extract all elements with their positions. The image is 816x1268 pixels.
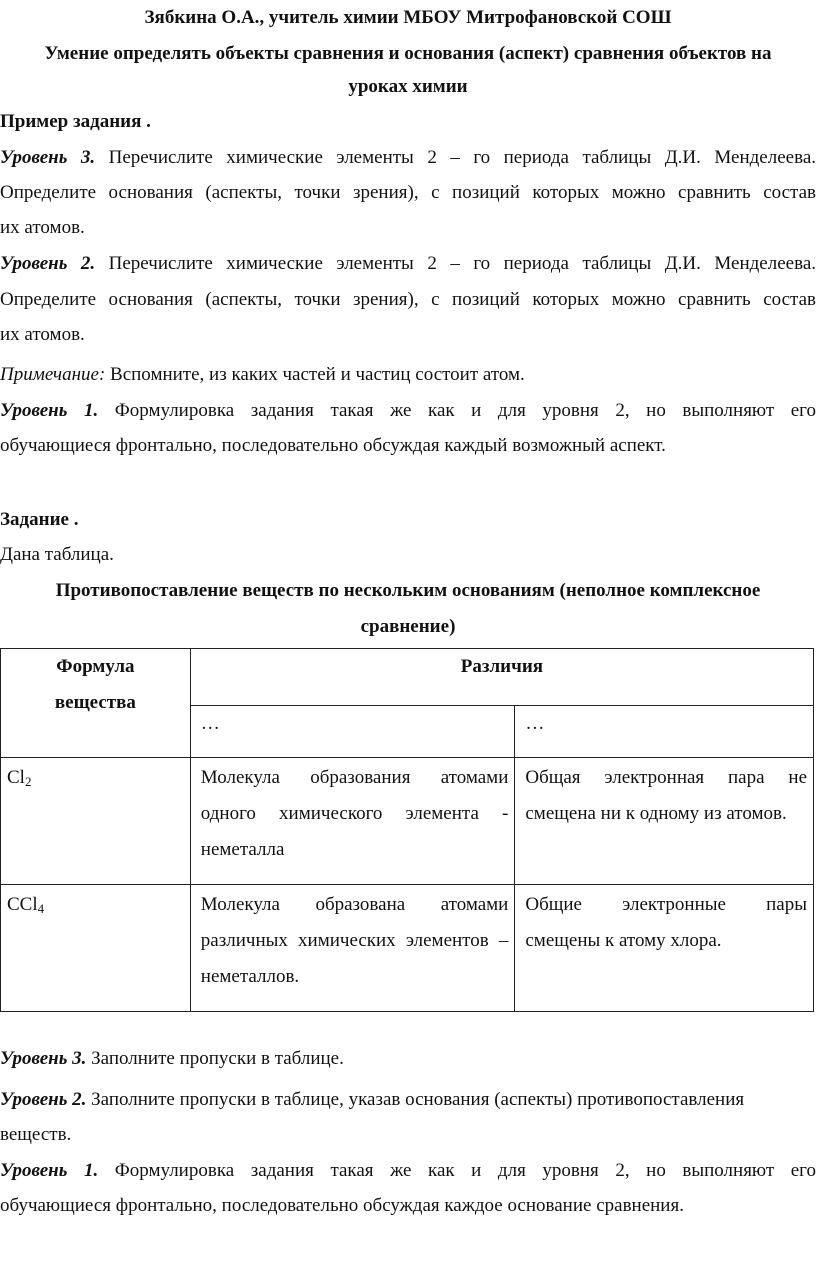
assignment-level2-line1 <box>0 1082 816 1118</box>
formula-subscript: 2 <box>24 774 32 789</box>
note-label: Примечание: <box>0 364 106 385</box>
assignment-level3-text: Заполните пропуски в таблице. <box>86 1048 344 1069</box>
difference-cell-1: Молекула образования атомами одного химического элемента - неметалла <box>190 758 515 885</box>
difference-cell-2: Общие электронные пары смещены к атому хлора. <box>515 885 814 1012</box>
example-level1-text: Формулировка задания такая же как и для уровня 2, но выполняют его <box>98 400 816 421</box>
level-label: Уровень 3. <box>0 1048 87 1069</box>
example-level3-line3: их атомов. <box>0 217 85 238</box>
task-heading: Задание . <box>0 509 79 530</box>
example-level1-line2: обучающиеся фронтально, последовательно обсуждая каждый возможный аспект. <box>0 435 666 456</box>
formula-header-line1: Формула <box>56 656 135 677</box>
level-label: Уровень 2. <box>0 253 96 274</box>
difference-cell-1: Молекула образована атомами различных химических элементов – неметаллов. <box>190 885 515 1012</box>
example-level3-line1 <box>0 140 816 176</box>
formula-subscript: 4 <box>37 901 45 916</box>
table-row <box>1 758 814 885</box>
sub-header-2: … <box>515 706 814 758</box>
assignment-level1-line2: обучающиеся фронтально, последовательно обсуждая каждое основание сравнения. <box>0 1195 684 1216</box>
assignment-level1-line1 <box>0 1153 816 1189</box>
table-row <box>1 885 814 1012</box>
formula-base: CCl <box>7 894 38 915</box>
author-line: Зябкина О.А., учитель химии МБОУ Митрофановской СОШ <box>144 7 672 28</box>
example-heading: Пример задания . <box>0 111 151 132</box>
example-level2-text: Перечислите химические элементы 2 – го периода таблицы Д.И. Менделеева. <box>95 253 816 274</box>
example-level1-line1 <box>0 393 816 429</box>
level-label: Уровень 3. <box>0 147 96 168</box>
example-level3-text: Перечислите химические элементы 2 – го периода таблицы Д.И. Менделеева. <box>95 147 816 168</box>
level-label: Уровень 2. <box>0 1089 87 1110</box>
note-text: Вспомните, из каких частей и частиц состоит атом. <box>105 364 525 385</box>
example-level2-line2: Определите основания (аспекты, точки зрения), с позиций которых можно сравнить состав <box>0 289 816 310</box>
comparison-table <box>0 648 814 1012</box>
title-line-2: уроках химии <box>348 76 468 97</box>
table-title-line2: сравнение) <box>360 616 456 637</box>
formula-header <box>1 649 191 758</box>
difference-cell-2: Общая электронная пара не смещена ни к одному из атомов. <box>515 758 814 885</box>
assignment-level2-text: Заполните пропуски в таблице, указав основания (аспекты) противопоставления <box>86 1089 745 1110</box>
sub-header-1: … <box>190 706 515 758</box>
formula-cell <box>1 758 191 885</box>
example-level2-line1 <box>0 246 816 282</box>
example-note <box>0 357 816 393</box>
formula-cell <box>1 885 191 1012</box>
assignment-level1-text: Формулировка задания такая же как и для уровня 2, но выполняют его <box>98 1160 816 1181</box>
title-line-1: Умение определять объекты сравнения и основания (аспект) сравнения объектов на <box>44 43 772 64</box>
level-label: Уровень 1. <box>0 1160 99 1181</box>
formula-base: Cl <box>7 767 25 788</box>
example-level3-line2: Определите основания (аспекты, точки зрения), с позиций которых можно сравнить состав <box>0 182 816 203</box>
task-intro: Дана таблица. <box>0 544 114 565</box>
level-label: Уровень 1. <box>0 400 99 421</box>
assignment-level3 <box>0 1041 816 1077</box>
table-title-line1: Противопоставление веществ по нескольким основаниям (неполное комплексное <box>55 580 761 601</box>
differences-header: Различия <box>190 649 813 706</box>
assignment-level2-line2: веществ. <box>0 1124 72 1145</box>
formula-header-line2: вещества <box>54 692 136 713</box>
example-level2-line3: их атомов. <box>0 324 85 345</box>
